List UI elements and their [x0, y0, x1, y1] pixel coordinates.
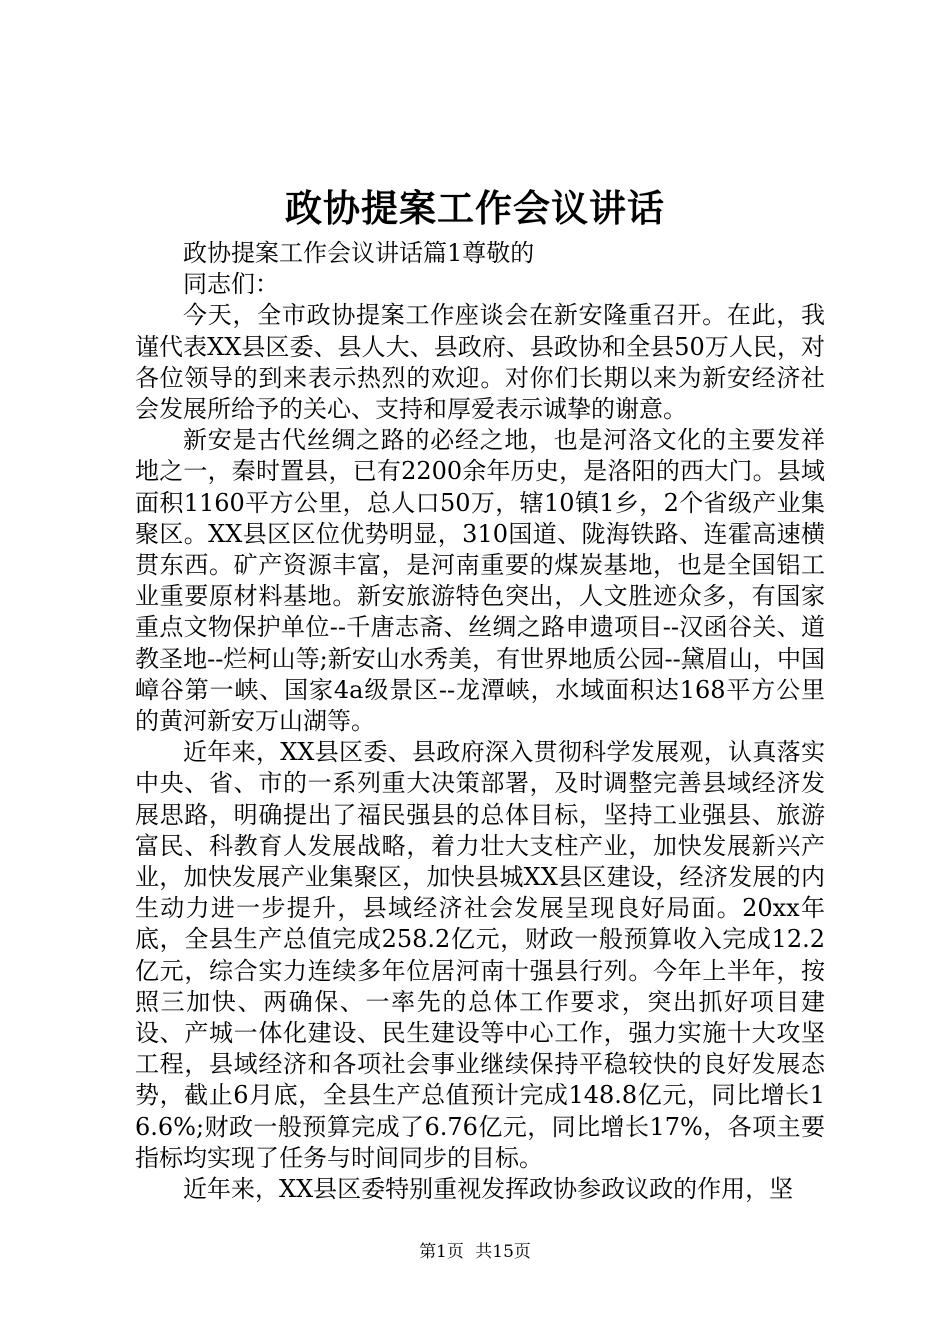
paragraph-heading-line: 政协提案工作会议讲话篇1尊敬的	[183, 239, 535, 267]
paragraph-cppcc-role: 近年来，XX县区委特别重视发挥政协参政议政的作用，坚	[183, 1175, 794, 1204]
document-title: 政协提案工作会议讲话	[285, 186, 665, 230]
document-body	[135, 238, 825, 1205]
page-footer	[0, 1241, 950, 1263]
paragraph-welcome: 今天，全市政协提案工作座谈会在新安隆重召开。在此，我谨代表XX县区委、县人大、县政府、县政协和全县50万人民，对各位领导的到来表示热烈的欢迎。对你们长期以来为新安经济社会发展所给予的关心、支持和厚爱表示诚挚的谢意。	[135, 301, 825, 424]
page-total: 共15页	[475, 1242, 531, 1262]
page-number: 第1页	[419, 1242, 464, 1262]
paragraph-development: 近年来，XX县区委、县政府深入贯彻科学发展观，认真落实中央、省、市的一系列重大决策部署，及时调整完善县域经济发展思路，明确提出了福民强县的总体目标，坚持工业强县、旅游富民、科教育人发展战略，着力壮大支柱产业，加快发展新兴产业，加快发展产业集聚区，加快县城XX县区建设，经济发展的内生动力进一步提升，县域经济社会发展呈现良好局面。20xx年底，全县生产总值完成258.2亿元，财政一般预算收入完成12.2亿元，综合实力连续多年位居河南十强县行列。今年上半年，按照三加快、两确保、一率先的总体工作要求，突出抓好项目建设、产城一体化建设、民生建设等中心工作，强力实施十大攻坚工程，县域经济和各项社会事业继续保持平稳较快的良好发展态势，截止6月底，全县生产总值预计完成148.8亿元，同比增长16.6%;财政一般预算完成了6.76亿元，同比增长17%，各项主要指标均实现了任务与时间同步的目标。	[135, 738, 825, 1172]
paragraph-salutation: 同志们：	[183, 270, 279, 299]
paragraph-county-intro: 新安是古代丝绸之路的必经之地，也是河洛文化的主要发祥地之一，秦时置县，已有2200余年历史，是洛阳的西大门。县域面积1160平方公里，总人口50万，辖10镇1乡，2个省级产业集聚区。XX县区区位优势明显，310国道、陇海铁路、连霍高速横贯东西。矿产资源丰富，是河南重要的煤炭基地，也是全国铝工业重要原材料基地。新安旅游特色突出，人文胜迹众多，有国家重点文物保护单位--千唐志斋、丝绸之路申遗项目--汉函谷关、道教圣地--烂柯山等;新安山水秀美，有世界地质公园--黛眉山，中国嶂谷第一峡、国家4a级景区--龙潭峡，水域面积达168平方公里的黄河新安万山湖等。	[135, 426, 825, 736]
